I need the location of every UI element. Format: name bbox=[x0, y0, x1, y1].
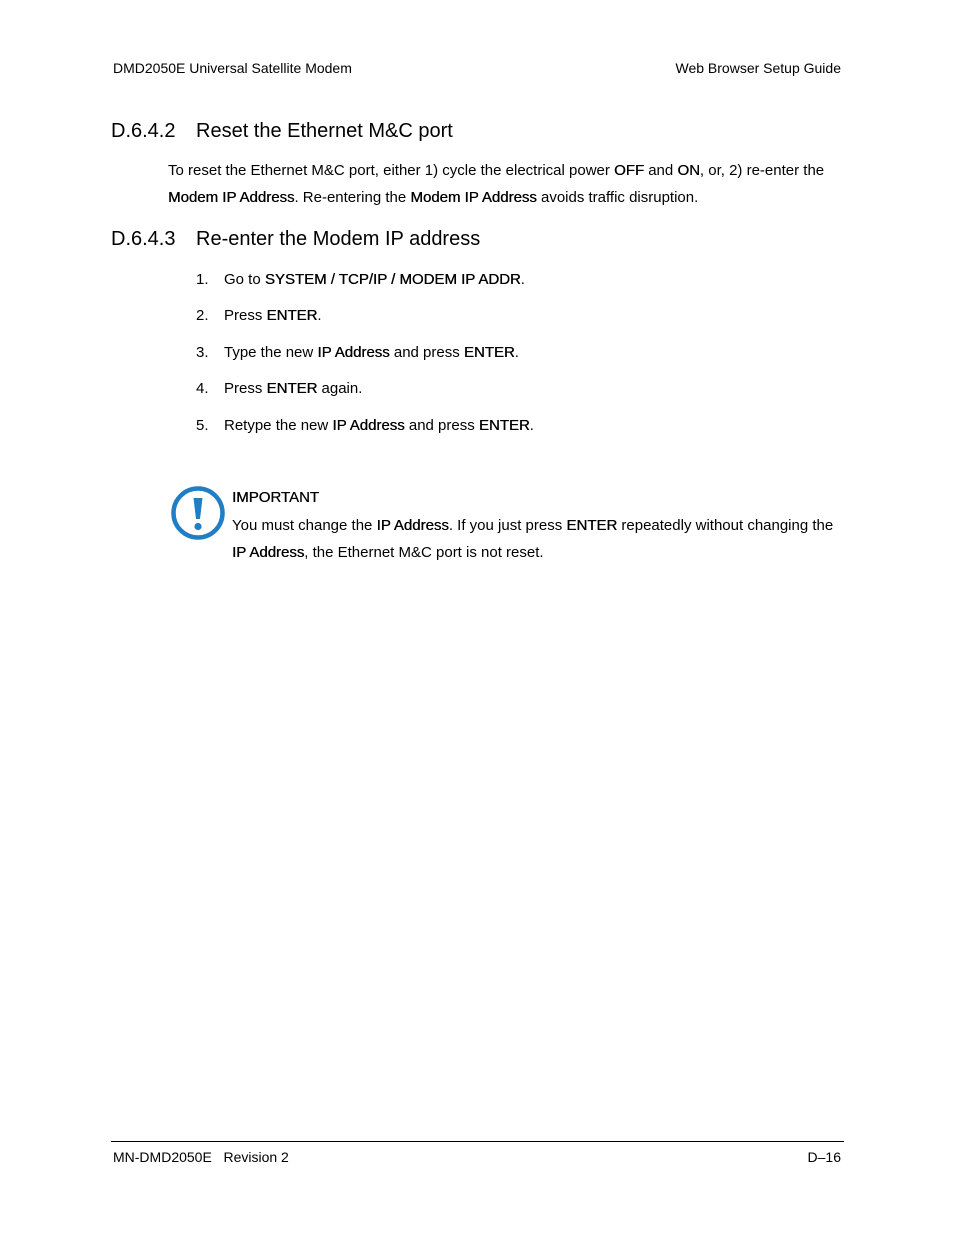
list-item bbox=[224, 271, 525, 289]
text-run: . Re-entering the bbox=[294, 189, 411, 206]
text-run: You must change the bbox=[232, 517, 377, 534]
step-number: 3. bbox=[196, 344, 209, 361]
bold-ip-address: IP Address bbox=[376, 517, 449, 534]
running-header-title: DMD2050E Universal Satellite Modem bbox=[113, 60, 352, 76]
bold-text: SYSTEM / TCP/IP / MODEM IP ADDR bbox=[264, 271, 521, 288]
reset-paragraph bbox=[168, 157, 848, 211]
bold-text: ENTER bbox=[266, 307, 318, 324]
text-run: . bbox=[520, 271, 525, 288]
section-number: D.6.4.3 bbox=[111, 228, 176, 250]
bold-enter: ENTER bbox=[566, 517, 618, 534]
text-run: and press bbox=[404, 417, 479, 434]
section-title: Re-enter the Modem IP address bbox=[196, 228, 481, 250]
text-run: . If you just press bbox=[448, 517, 567, 534]
text-run: , or, 2) re-enter the bbox=[699, 162, 825, 179]
text-run: Type the new bbox=[224, 344, 318, 361]
note-title: IMPORTANT bbox=[232, 489, 319, 506]
step-number: 1. bbox=[196, 271, 209, 288]
text-run: avoids traffic disruption. bbox=[536, 189, 699, 206]
note-text bbox=[232, 512, 842, 566]
bold-ip-address: IP Address bbox=[232, 544, 305, 561]
footer-rule bbox=[111, 1141, 844, 1142]
step-number: 2. bbox=[196, 307, 209, 324]
list-item bbox=[224, 380, 362, 398]
bold-text: ENTER bbox=[478, 417, 530, 434]
text-run: Press bbox=[224, 380, 267, 397]
text-run: , the Ethernet M&C port is not reset. bbox=[304, 544, 544, 561]
list-item bbox=[224, 417, 534, 435]
text-run: . bbox=[514, 344, 519, 361]
bold-modem-ip: Modem IP Address bbox=[168, 189, 295, 206]
list-item bbox=[224, 307, 322, 325]
step-number: 5. bbox=[196, 417, 209, 434]
text-run: To reset the Ethernet M&C port, either 1) cycle the electrical power bbox=[168, 162, 615, 179]
running-header-guide: Web Browser Setup Guide bbox=[675, 60, 841, 76]
bold-text: ENTER bbox=[266, 380, 318, 397]
exclamation-circle-icon bbox=[170, 485, 226, 541]
page-number: D–16 bbox=[807, 1149, 841, 1165]
bold-text: IP Address bbox=[317, 344, 390, 361]
text-run: and press bbox=[389, 344, 464, 361]
bold-off: OFF bbox=[614, 162, 645, 179]
list-item bbox=[224, 344, 519, 362]
step-number: 4. bbox=[196, 380, 209, 397]
footer-doc-number: MN-DMD2050E Revision 2 bbox=[113, 1149, 289, 1165]
text-run: again. bbox=[317, 380, 363, 397]
bold-text: ENTER bbox=[463, 344, 515, 361]
bold-text: IP Address bbox=[332, 417, 405, 434]
bold-on: ON bbox=[677, 162, 700, 179]
section-title: Reset the Ethernet M&C port bbox=[196, 120, 453, 142]
text-run: repeatedly without changing the bbox=[617, 517, 834, 534]
bold-modem-ip: Modem IP Address bbox=[410, 189, 537, 206]
section-number: D.6.4.2 bbox=[111, 120, 176, 142]
text-run: and bbox=[644, 162, 678, 179]
text-run: . bbox=[529, 417, 534, 434]
text-run: Retype the new bbox=[224, 417, 333, 434]
text-run: . bbox=[317, 307, 322, 324]
text-run: Press bbox=[224, 307, 267, 324]
text-run: Go to bbox=[224, 271, 265, 288]
